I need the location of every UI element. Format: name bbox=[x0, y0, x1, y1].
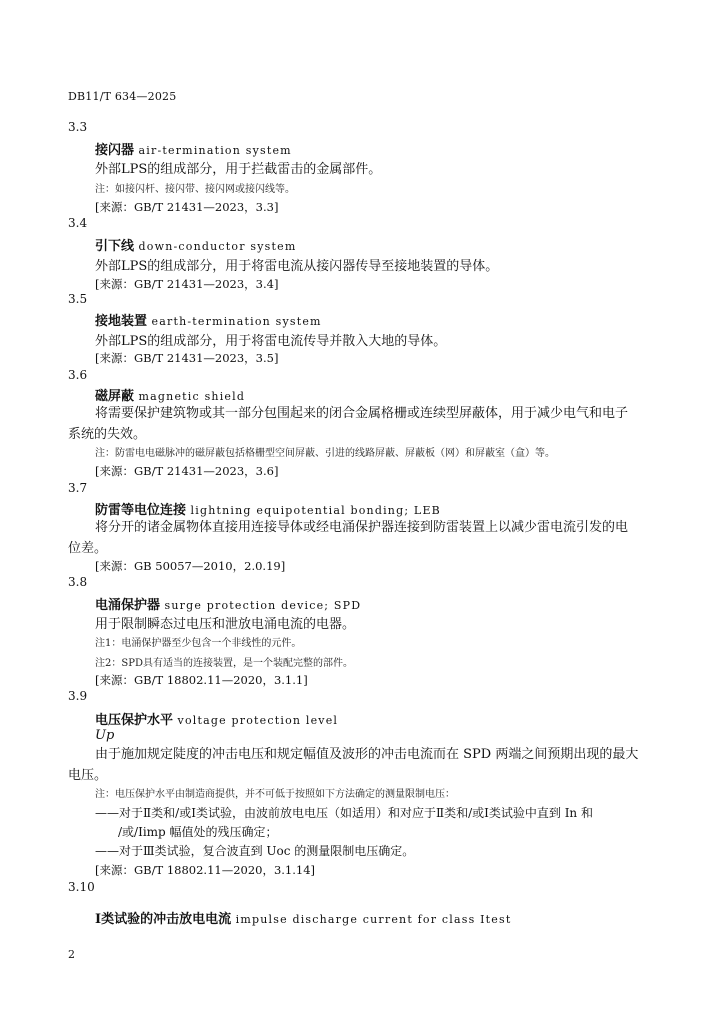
entry-number: 3.8 bbox=[68, 575, 88, 589]
term-cn: 引下线 bbox=[95, 239, 135, 254]
entry-number: 3.10 bbox=[68, 880, 95, 894]
definition: 将需要保护建筑物或其一部分包围起来的闭合金属格栅或连续型屏蔽体，用于减少电气和电子系统的失效。 bbox=[68, 406, 629, 442]
term-title bbox=[95, 908, 511, 927]
term-cn: 接地装置 bbox=[95, 314, 148, 329]
term-en: voltage protection level bbox=[177, 714, 339, 727]
definition: 用于限制瞬态过电压和泄放电涌电流的电器。 bbox=[95, 617, 356, 632]
term-cn: 接闪器 bbox=[95, 143, 135, 158]
definition: 外部LPS的组成部分，用于拦截雷击的金属部件。 bbox=[95, 162, 382, 177]
term-en: earth-termination system bbox=[151, 315, 322, 328]
entry-number: 3.7 bbox=[68, 481, 88, 495]
term-title bbox=[95, 385, 245, 404]
source-ref: [来源：GB 50057—2010，2.0.19] bbox=[95, 559, 286, 573]
source-ref: [来源：GB/T 21431—2023，3.6] bbox=[95, 464, 279, 478]
definition: 外部LPS的组成部分，用于将雷电流从接闪器传导至接地装置的导体。 bbox=[95, 259, 499, 274]
entry-number: 3.6 bbox=[68, 368, 88, 382]
term-en: surge protection device; SPD bbox=[164, 599, 362, 612]
term-en: air-termination system bbox=[138, 144, 292, 157]
term-en: down-conductor system bbox=[138, 240, 297, 253]
definition: 外部LPS的组成部分，用于将雷电流传导并散入大地的导体。 bbox=[95, 334, 447, 349]
list-item: ——对于Ⅲ类试验，复合波直到 Uoc 的测量限制电压确定。 bbox=[95, 844, 415, 858]
entry-number: 3.5 bbox=[68, 292, 88, 306]
term-title bbox=[95, 594, 361, 613]
term-cn: 防雷等电位连接 bbox=[95, 503, 187, 518]
note: 注2：SPD具有适当的连接装置，是一个装配完整的部件。 bbox=[95, 658, 353, 669]
term-en: magnetic shield bbox=[138, 390, 246, 403]
definition: 将分开的诸金属物体直接用连接导体或经电涌保护器连接到防雷装置上以减少雷电流引发的电位差。 bbox=[68, 520, 629, 556]
term-title bbox=[95, 499, 441, 518]
source-ref: [来源：GB/T 18802.11—2020，3.1.1] bbox=[95, 673, 308, 687]
term-title bbox=[95, 235, 296, 254]
symbol: Up bbox=[95, 728, 115, 743]
doc-header: DB11/T 634—2025 bbox=[68, 90, 177, 103]
term-cn: 电涌保护器 bbox=[95, 598, 161, 613]
term-en: impulse discharge current for class Ⅰtest bbox=[235, 913, 512, 926]
term-title bbox=[95, 709, 338, 728]
term-title bbox=[95, 139, 292, 158]
entry-number: 3.9 bbox=[68, 689, 88, 703]
term-cn: 电压保护水平 bbox=[95, 713, 174, 728]
entry-number: 3.3 bbox=[68, 120, 88, 134]
term-cn: 磁屏蔽 bbox=[95, 389, 135, 404]
note: 注1：电涌保护器至少包含一个非线性的元件。 bbox=[95, 638, 302, 649]
term-title bbox=[95, 310, 322, 329]
source-ref: [来源：GB/T 21431—2023，3.4] bbox=[95, 277, 279, 291]
entry-number: 3.4 bbox=[68, 216, 88, 230]
note: 注：防雷电电磁脉冲的磁屏蔽包括格栅型空间屏蔽、引进的线路屏蔽、屏蔽板（网）和屏蔽室（盒）等。 bbox=[95, 448, 555, 459]
term-cn: Ⅰ类试验的冲击放电电流 bbox=[95, 912, 232, 927]
note: 注：如接闪杆、接闪带、接闪网或接闪线等。 bbox=[95, 184, 295, 195]
note: 注：电压保护水平由制造商提供，并不可低于按照如下方法确定的测量限制电压： bbox=[95, 789, 455, 800]
source-ref: [来源：GB/T 18802.11—2020，3.1.14] bbox=[95, 863, 316, 877]
source-ref: [来源：GB/T 21431—2023，3.3] bbox=[95, 200, 279, 214]
source-ref: [来源：GB/T 21431—2023，3.5] bbox=[95, 351, 279, 365]
list-item-continuation: /或/Iimp 幅值处的残压确定； bbox=[118, 825, 278, 839]
definition: 由于施加规定陡度的冲击电压和规定幅值及波形的冲击电流而在 SPD 两端之间预期出现的最大电压。 bbox=[68, 747, 639, 783]
term-en: lightning equipotential bonding; LEB bbox=[190, 504, 441, 517]
page-number: 2 bbox=[68, 948, 75, 961]
list-item: ——对于Ⅱ类和/或Ⅰ类试验，由波前放电电压（如适用）和对应于Ⅱ类和/或Ⅰ类试验中直到 In 和 bbox=[95, 806, 593, 820]
